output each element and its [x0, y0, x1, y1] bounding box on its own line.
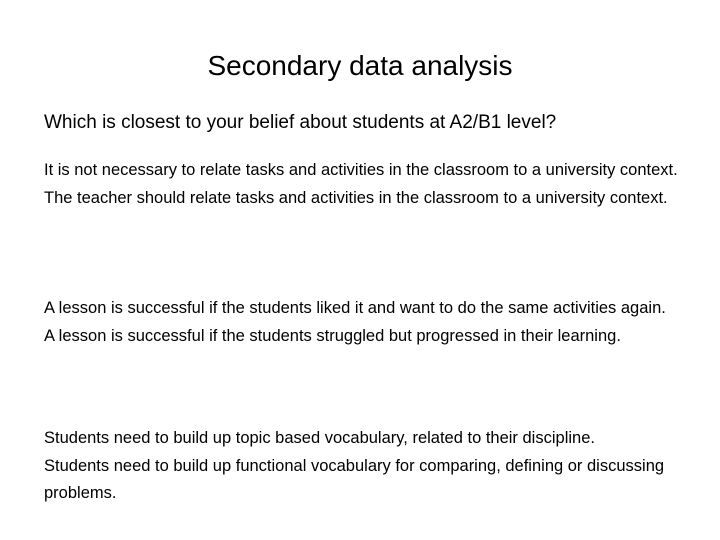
statement-item: The teacher should relate tasks and activities in the classroom to a university context. [44, 188, 668, 207]
statement-item: A lesson is successful if the students liked it and want to do the same activities again. [44, 299, 666, 317]
statement-group-2 [44, 295, 704, 350]
question-text: Which is closest to your belief about students at A2/B1 level? [44, 112, 557, 133]
statement-item: Students need to build up functional vocabulary for comparing, defining or discussing problems. [44, 456, 665, 502]
statement-item: It is not necessary to relate tasks and activities in the classroom to a university context. [44, 161, 678, 179]
statement-item: Students need to build up topic based vocabulary, related to their discipline. [44, 429, 595, 447]
statement-item: A lesson is successful if the students struggled but progressed in their learning. [44, 326, 621, 345]
statement-group-3 [44, 425, 704, 508]
slide-title: Secondary data analysis [207, 50, 513, 81]
statement-group-1 [44, 157, 704, 212]
